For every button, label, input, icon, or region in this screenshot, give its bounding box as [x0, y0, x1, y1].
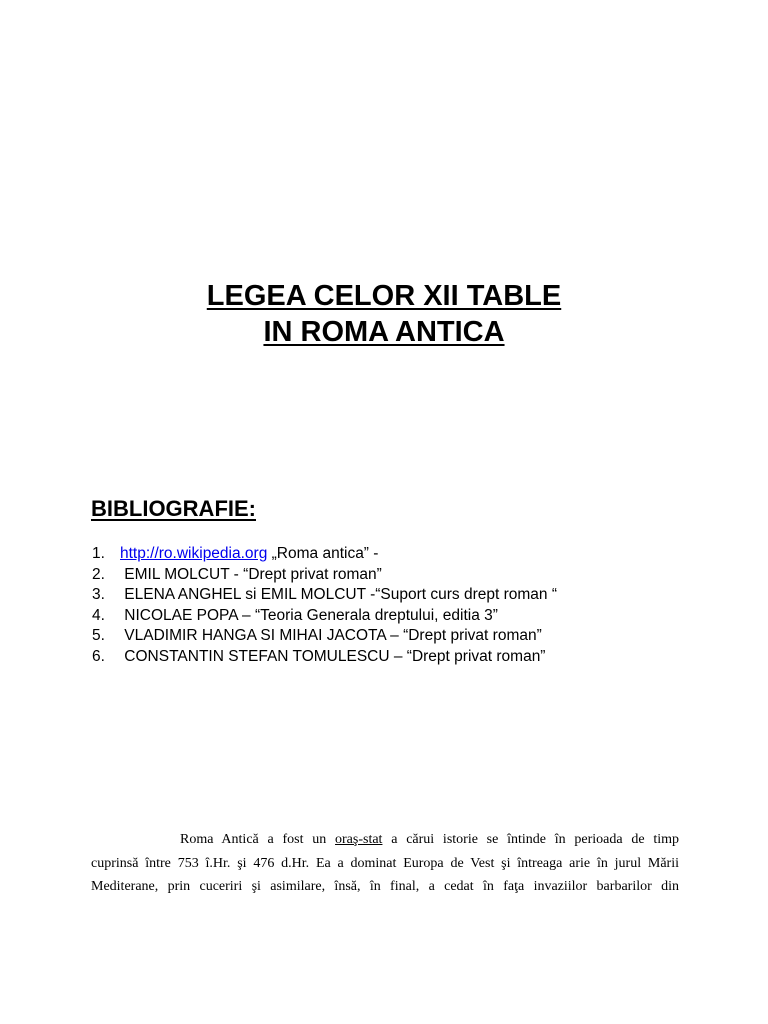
list-number: 2.	[92, 565, 105, 583]
wikipedia-link[interactable]: http://ro.wikipedia.org	[120, 545, 268, 562]
bibliography-text: ELENA ANGHEL si EMIL MOLCUT -“Suport curs drept roman “	[120, 586, 558, 603]
bibliography-item-4	[92, 606, 557, 627]
bibliography-item-5	[92, 626, 557, 647]
bibliography-text: NICOLAE POPA – “Teoria Generala dreptului, editia 3”	[120, 606, 498, 624]
paragraph-line-2: cuprinsă între 753 î.Hr. şi 476 d.Hr. Ea a dominat Europa de Vest şi întreaga arie în jurul Mării	[91, 855, 679, 871]
paragraph-line-3: Mediterane, prin cuceriri şi asimilare, însă, în final, a cedat în faţa invaziilor barbarilor din	[91, 879, 679, 894]
bibliography-text: VLADIMIR HANGA SI MIHAI JACOTA – “Drept privat roman”	[120, 627, 542, 644]
list-number: 5.	[92, 627, 105, 644]
list-number: 3.	[92, 586, 105, 603]
bibliography-item-3	[92, 585, 557, 606]
list-number: 4.	[92, 606, 105, 624]
bibliography-text: EMIL MOLCUT - “Drept privat roman”	[120, 565, 382, 583]
bibliography-text: „Roma antica” -	[267, 545, 379, 562]
list-number: 6.	[92, 647, 105, 665]
bibliography-heading: BIBLIOGRAFIE:	[91, 496, 256, 521]
bibliography-list	[92, 544, 557, 667]
bibliography-item-6	[92, 647, 557, 668]
bibliography-item-2	[92, 565, 557, 586]
bibliography-text: CONSTANTIN STEFAN TOMULESCU – “Drept privat roman”	[120, 647, 546, 665]
body-paragraph	[91, 828, 679, 899]
list-number: 1.	[92, 545, 105, 562]
document-title-line-2: IN ROMA ANTICA	[263, 316, 505, 348]
paragraph-line-1: Roma Antică a fost un oraş-stat a cărui istorie se întinde în perioada de timp	[180, 832, 680, 847]
document-title-line-1: LEGEA CELOR XII TABLE	[206, 280, 562, 312]
oras-stat-link[interactable]: oraş-stat	[335, 832, 383, 847]
bibliography-item-1	[92, 544, 557, 565]
